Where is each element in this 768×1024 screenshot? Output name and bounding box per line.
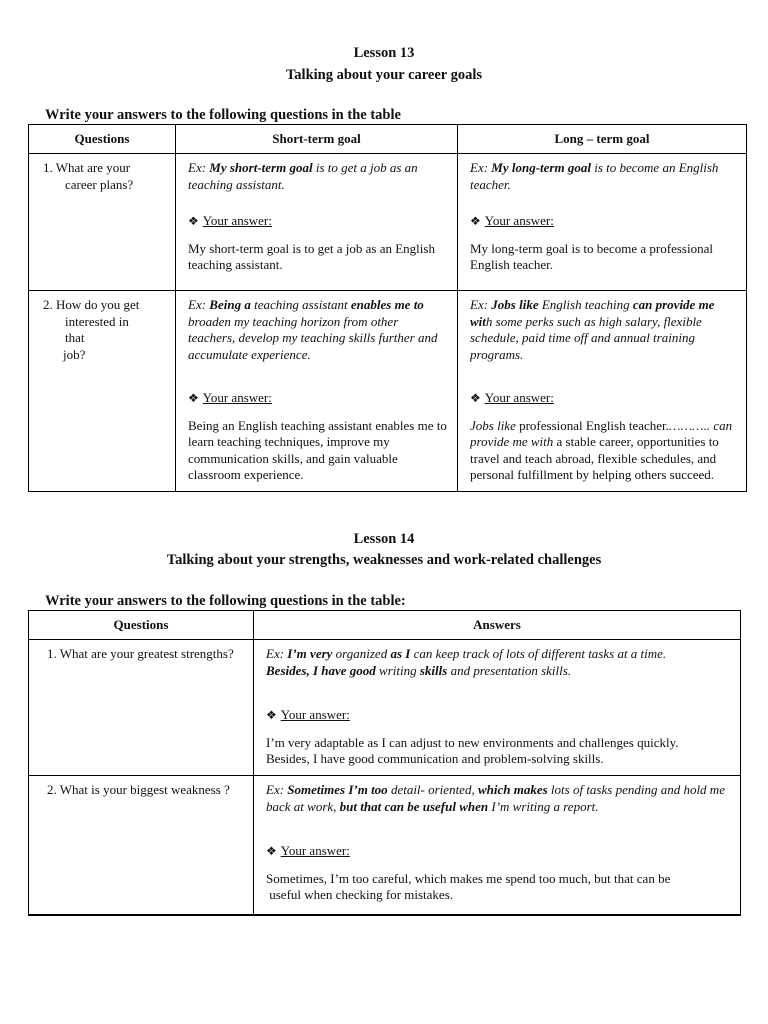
your-answer-label: ❖ Your answer:: [188, 390, 272, 405]
your-answer-label: ❖ Your answer:: [266, 843, 350, 858]
your-answer-label: ❖ Your answer:: [470, 390, 554, 405]
example-text: Ex: Sometimes I’m too detail- oriented, which makes lots of tasks pending and hold me back at work, but that can be useful when I’m writing a report.: [266, 782, 725, 814]
answer-text[interactable]: My long-term goal is to become a professional English teacher.: [470, 240, 713, 272]
table-row: [29, 154, 747, 291]
question-text-cont: career plans?: [65, 176, 134, 192]
long-term-cell: [458, 291, 747, 492]
question-cell: [29, 640, 254, 776]
short-term-cell: [176, 291, 458, 492]
diamond-bullet-icon: ❖: [188, 391, 199, 405]
example-text: Ex: Jobs like English teaching can provide me with some perks such as high salary, flexible schedule, paid time off and annual training programs.: [470, 297, 715, 362]
diamond-bullet-icon: ❖: [470, 214, 481, 228]
question-cell: [29, 776, 254, 915]
answer-text[interactable]: My short-term goal is to get a job as an English teaching assistant.: [188, 240, 435, 272]
example-text: Ex: I’m very organized as I can keep track of lots of different tasks at a time. Besides, I have good writing skills and presentation skills.: [266, 646, 667, 678]
header-long-term-goal: Long – term goal: [458, 125, 747, 154]
diamond-bullet-icon: ❖: [266, 708, 277, 722]
header-answers: Answers: [254, 611, 741, 640]
lesson13-title: Talking about your career goals: [285, 67, 483, 83]
short-term-cell: [176, 154, 458, 291]
header-questions: Questions: [29, 611, 254, 640]
your-answer-label: ❖ Your answer:: [188, 213, 272, 228]
answer-text[interactable]: Sometimes, I’m too careful, which makes me spend too much, but that can be useful when checking for mistakes.: [266, 870, 671, 902]
header-short-term-goal: Short-term goal: [176, 125, 458, 154]
question-cell: [29, 154, 176, 291]
lesson14-number: Lesson 14: [353, 531, 415, 547]
question-text-cont: job?: [63, 346, 86, 362]
your-answer-label: ❖ Your answer:: [266, 707, 350, 722]
question-text: 2. How do you get: [43, 297, 140, 312]
question-text: 1. What are your: [43, 160, 131, 175]
example-text: Ex: My long-term goal is to become an English teacher.: [470, 160, 719, 192]
question-text-cont: that: [65, 330, 85, 345]
your-answer-label: ❖ Your answer:: [470, 213, 554, 228]
question-cell: [29, 291, 176, 492]
table-row: [29, 640, 741, 776]
table-header-row: [29, 125, 747, 154]
diamond-bullet-icon: ❖: [188, 214, 199, 228]
lesson14-title: Talking about your strengths, weaknesses and work-related challenges: [166, 552, 602, 568]
table-row: [29, 776, 741, 915]
answer-text[interactable]: I’m very adaptable as I can adjust to new environments and challenges quickly. Besides, I have good communication and problem-solving skills.: [266, 734, 679, 766]
lesson14-instruction: Write your answers to the following questions in the table:: [45, 593, 406, 609]
table-header-row: [29, 611, 741, 640]
table-row: [29, 291, 747, 492]
answer-cell: [254, 776, 741, 915]
lesson14-table: [28, 610, 741, 916]
lesson13-instruction: Write your answers to the following questions in the table: [45, 107, 401, 123]
long-term-cell: [458, 154, 747, 291]
diamond-bullet-icon: ❖: [266, 844, 277, 858]
lesson13-number: Lesson 13: [353, 45, 415, 61]
example-text: Ex: Being a teaching assistant enables me to broaden my teaching horizon from other teachers, develop my teaching skills further and accumulate experience.: [188, 297, 438, 362]
diamond-bullet-icon: ❖: [470, 391, 481, 405]
example-text: Ex: My short-term goal is to get a job as an teaching assistant.: [188, 160, 418, 192]
question-text: 1. What are your greatest strengths?: [47, 646, 234, 661]
question-text-cont: interested in: [65, 313, 129, 329]
lesson13-table: [28, 124, 747, 492]
question-text: 2. What is your biggest weakness ?: [47, 782, 230, 797]
answer-cell: [254, 640, 741, 776]
answer-text[interactable]: Jobs like professional English teacher.……….. can provide me with a stable career, opportunities to travel and teach abroad, flexible schedules, and personal fulfillment by helping others succeed.: [470, 417, 733, 482]
answer-text[interactable]: Being an English teaching assistant enables me to learn teaching techniques, improve my communication skills, and gain valuable classroom experience.: [188, 417, 447, 482]
header-questions: Questions: [29, 125, 176, 154]
